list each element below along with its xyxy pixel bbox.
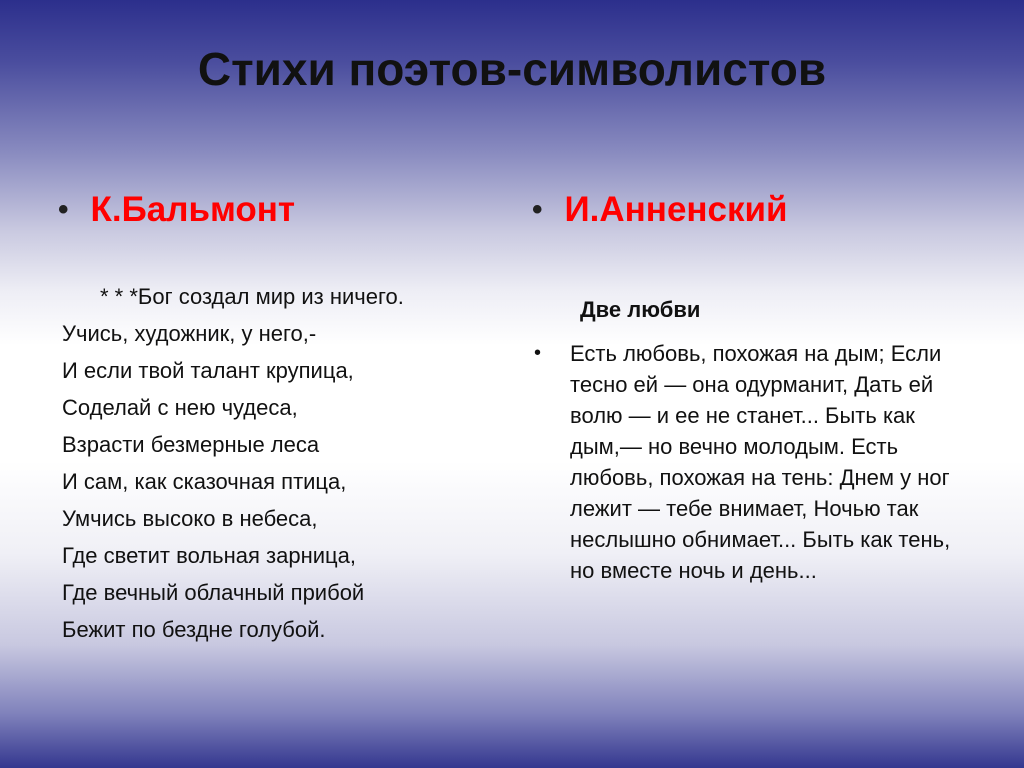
- poet-name-annensky: И.Анненский: [564, 190, 788, 229]
- annensky-poem-text: Есть любовь, похожая на дым; Если тесно ей — она одурманит, Дать ей волю — и ее не станет... Быть как дым,— но вечно молодым. Есть любовь, похожая на тень: Днем у ног лежит — тебе внимает, Ночью так неслышно обнимает... Быть как тень, но вместе ночь и день...: [570, 341, 951, 583]
- poet-name-balmont: К.Бальмонт: [90, 190, 296, 229]
- bullet-icon: •: [58, 193, 69, 226]
- slide-title: Стихи поэтов-символистов: [197, 43, 827, 95]
- poem-line: Где вечный облачный прибой: [62, 580, 365, 605]
- poem-line: И если твой талант крупица,: [62, 358, 354, 383]
- bullet-icon: •: [532, 193, 543, 226]
- poem-line: Умчись высоко в небеса,: [62, 506, 318, 531]
- poem-line: Где светит вольная зарница,: [62, 543, 356, 568]
- poem-line: Взрасти безмерные леса: [62, 432, 320, 457]
- poet-balmont-heading: [58, 190, 295, 230]
- poem-line: * * *Бог создал мир из ничего.: [100, 284, 404, 309]
- bullet-icon: •: [534, 342, 542, 364]
- balmont-poem: [62, 284, 492, 654]
- poem-line: И сам, как сказочная птица,: [62, 469, 347, 494]
- poem-line: Учись, художник, у него,-: [62, 321, 317, 346]
- poet-annensky-heading: [532, 190, 788, 230]
- poem-line: Соделай с нею чудеса,: [62, 395, 298, 420]
- poem-line: Бежит по бездне голубой.: [62, 617, 326, 642]
- annensky-poem-title: Две любви: [580, 297, 701, 322]
